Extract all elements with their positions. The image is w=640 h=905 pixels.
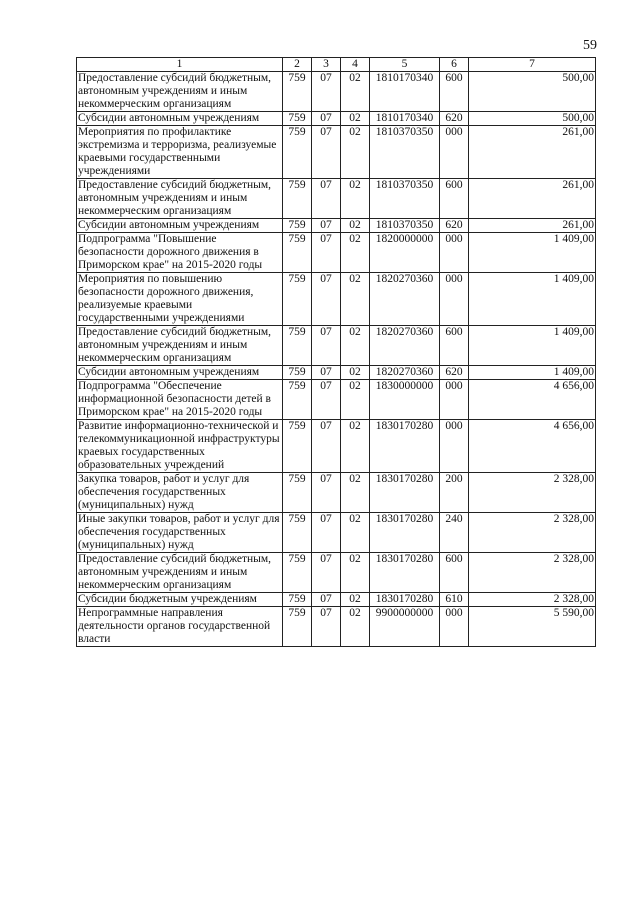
row-expense-type: 620 xyxy=(440,219,469,233)
row-name: Субсидии бюджетным учреждениям xyxy=(77,593,283,607)
row-amount: 2 328,00 xyxy=(469,473,596,513)
row-ministry-code: 759 xyxy=(283,72,312,112)
row-expense-type: 000 xyxy=(440,380,469,420)
table-row xyxy=(77,179,596,219)
row-target-article: 1810370350 xyxy=(370,179,440,219)
row-name: Подпрограмма "Повышение безопасности дорожного движения в Приморском крае" на 2015-2020 годы xyxy=(77,233,283,273)
row-ministry-code: 759 xyxy=(283,607,312,647)
table-row xyxy=(77,420,596,473)
row-name: Субсидии автономным учреждениям xyxy=(77,112,283,126)
row-expense-type: 000 xyxy=(440,607,469,647)
row-subsection-code: 02 xyxy=(341,72,370,112)
row-ministry-code: 759 xyxy=(283,473,312,513)
row-section-code: 07 xyxy=(312,473,341,513)
row-target-article: 1830000000 xyxy=(370,380,440,420)
row-target-article: 9900000000 xyxy=(370,607,440,647)
page-number: 59 xyxy=(583,38,597,53)
row-expense-type: 600 xyxy=(440,553,469,593)
row-amount: 2 328,00 xyxy=(469,513,596,553)
row-section-code: 07 xyxy=(312,112,341,126)
row-section-code: 07 xyxy=(312,513,341,553)
row-subsection-code: 02 xyxy=(341,553,370,593)
row-expense-type: 600 xyxy=(440,72,469,112)
row-section-code: 07 xyxy=(312,366,341,380)
row-target-article: 1820270360 xyxy=(370,366,440,380)
row-name: Предоставление субсидий бюджетным, автономным учреждениям и иным некоммерческим организациям xyxy=(77,326,283,366)
row-amount: 2 328,00 xyxy=(469,553,596,593)
table-row xyxy=(77,326,596,366)
row-name: Закупка товаров, работ и услуг для обеспечения государственных (муниципальных) нужд xyxy=(77,473,283,513)
row-amount: 1 409,00 xyxy=(469,233,596,273)
header-col-4: 4 xyxy=(341,58,370,72)
row-expense-type: 000 xyxy=(440,273,469,326)
row-amount: 4 656,00 xyxy=(469,420,596,473)
table-row xyxy=(77,513,596,553)
row-amount: 261,00 xyxy=(469,179,596,219)
row-expense-type: 620 xyxy=(440,366,469,380)
row-target-article: 1810170340 xyxy=(370,72,440,112)
table-row xyxy=(77,553,596,593)
row-name: Предоставление субсидий бюджетным, автономным учреждениям и иным некоммерческим организациям xyxy=(77,72,283,112)
header-row xyxy=(77,58,596,72)
row-subsection-code: 02 xyxy=(341,273,370,326)
table-row xyxy=(77,366,596,380)
row-target-article: 1830170280 xyxy=(370,420,440,473)
row-section-code: 07 xyxy=(312,273,341,326)
row-expense-type: 000 xyxy=(440,233,469,273)
row-subsection-code: 02 xyxy=(341,420,370,473)
row-subsection-code: 02 xyxy=(341,233,370,273)
row-ministry-code: 759 xyxy=(283,593,312,607)
row-section-code: 07 xyxy=(312,179,341,219)
row-amount: 1 409,00 xyxy=(469,366,596,380)
row-ministry-code: 759 xyxy=(283,273,312,326)
row-subsection-code: 02 xyxy=(341,607,370,647)
table-row xyxy=(77,380,596,420)
row-target-article: 1830170280 xyxy=(370,593,440,607)
row-name: Подпрограмма "Обеспечение информационной безопасности детей в Приморском крае" на 2015-2020 годы xyxy=(77,380,283,420)
row-expense-type: 000 xyxy=(440,126,469,179)
row-expense-type: 200 xyxy=(440,473,469,513)
row-section-code: 07 xyxy=(312,233,341,273)
row-amount: 1 409,00 xyxy=(469,326,596,366)
row-amount: 5 590,00 xyxy=(469,607,596,647)
table-row xyxy=(77,219,596,233)
header-col-3: 3 xyxy=(312,58,341,72)
row-subsection-code: 02 xyxy=(341,112,370,126)
row-section-code: 07 xyxy=(312,593,341,607)
table-row xyxy=(77,473,596,513)
table-row xyxy=(77,273,596,326)
row-section-code: 07 xyxy=(312,553,341,593)
header-col-6: 6 xyxy=(440,58,469,72)
row-name: Развитие информационно-технической и телекоммуникационной инфраструктуры краевых государственных образовательных учреждений xyxy=(77,420,283,473)
row-amount: 500,00 xyxy=(469,112,596,126)
row-expense-type: 000 xyxy=(440,420,469,473)
row-subsection-code: 02 xyxy=(341,380,370,420)
row-target-article: 1810170340 xyxy=(370,112,440,126)
row-section-code: 07 xyxy=(312,219,341,233)
row-section-code: 07 xyxy=(312,326,341,366)
row-section-code: 07 xyxy=(312,420,341,473)
table-row xyxy=(77,607,596,647)
row-subsection-code: 02 xyxy=(341,126,370,179)
row-target-article: 1820270360 xyxy=(370,273,440,326)
row-subsection-code: 02 xyxy=(341,473,370,513)
header-col-1: 1 xyxy=(77,58,283,72)
row-name: Предоставление субсидий бюджетным, автономным учреждениям и иным некоммерческим организациям xyxy=(77,179,283,219)
row-section-code: 07 xyxy=(312,380,341,420)
row-subsection-code: 02 xyxy=(341,179,370,219)
table-body xyxy=(77,72,596,647)
row-ministry-code: 759 xyxy=(283,513,312,553)
row-name: Непрограммные направления деятельности органов государственной власти xyxy=(77,607,283,647)
row-name: Субсидии автономным учреждениям xyxy=(77,366,283,380)
table-row xyxy=(77,126,596,179)
row-ministry-code: 759 xyxy=(283,366,312,380)
table-row xyxy=(77,593,596,607)
row-ministry-code: 759 xyxy=(283,126,312,179)
row-target-article: 1830170280 xyxy=(370,513,440,553)
row-section-code: 07 xyxy=(312,126,341,179)
row-amount: 261,00 xyxy=(469,219,596,233)
row-expense-type: 620 xyxy=(440,112,469,126)
table-row xyxy=(77,112,596,126)
budget-table xyxy=(76,57,596,647)
table-row xyxy=(77,233,596,273)
row-name: Мероприятия по повышению безопасности дорожного движения, реализуемые краевыми государственными учреждениями xyxy=(77,273,283,326)
table-row xyxy=(77,72,596,112)
row-amount: 2 328,00 xyxy=(469,593,596,607)
row-name: Субсидии автономным учреждениям xyxy=(77,219,283,233)
row-expense-type: 240 xyxy=(440,513,469,553)
row-section-code: 07 xyxy=(312,607,341,647)
row-ministry-code: 759 xyxy=(283,219,312,233)
row-target-article: 1810370350 xyxy=(370,219,440,233)
row-subsection-code: 02 xyxy=(341,593,370,607)
row-target-article: 1810370350 xyxy=(370,126,440,179)
row-target-article: 1830170280 xyxy=(370,553,440,593)
row-subsection-code: 02 xyxy=(341,326,370,366)
row-name: Мероприятия по профилактике экстремизма и терроризма, реализуемые краевыми государственными учреждениями xyxy=(77,126,283,179)
header-col-7: 7 xyxy=(469,58,596,72)
row-ministry-code: 759 xyxy=(283,112,312,126)
row-ministry-code: 759 xyxy=(283,420,312,473)
row-amount: 500,00 xyxy=(469,72,596,112)
row-ministry-code: 759 xyxy=(283,380,312,420)
row-expense-type: 600 xyxy=(440,326,469,366)
row-target-article: 1820000000 xyxy=(370,233,440,273)
row-amount: 1 409,00 xyxy=(469,273,596,326)
row-ministry-code: 759 xyxy=(283,326,312,366)
row-subsection-code: 02 xyxy=(341,366,370,380)
header-col-5: 5 xyxy=(370,58,440,72)
row-expense-type: 600 xyxy=(440,179,469,219)
row-subsection-code: 02 xyxy=(341,513,370,553)
row-name: Предоставление субсидий бюджетным, автономным учреждениям и иным некоммерческим организациям xyxy=(77,553,283,593)
row-expense-type: 610 xyxy=(440,593,469,607)
row-ministry-code: 759 xyxy=(283,179,312,219)
row-subsection-code: 02 xyxy=(341,219,370,233)
row-target-article: 1820270360 xyxy=(370,326,440,366)
row-ministry-code: 759 xyxy=(283,553,312,593)
header-col-2: 2 xyxy=(283,58,312,72)
row-ministry-code: 759 xyxy=(283,233,312,273)
row-section-code: 07 xyxy=(312,72,341,112)
row-amount: 4 656,00 xyxy=(469,380,596,420)
row-name: Иные закупки товаров, работ и услуг для обеспечения государственных (муниципальных) нужд xyxy=(77,513,283,553)
row-target-article: 1830170280 xyxy=(370,473,440,513)
row-amount: 261,00 xyxy=(469,126,596,179)
